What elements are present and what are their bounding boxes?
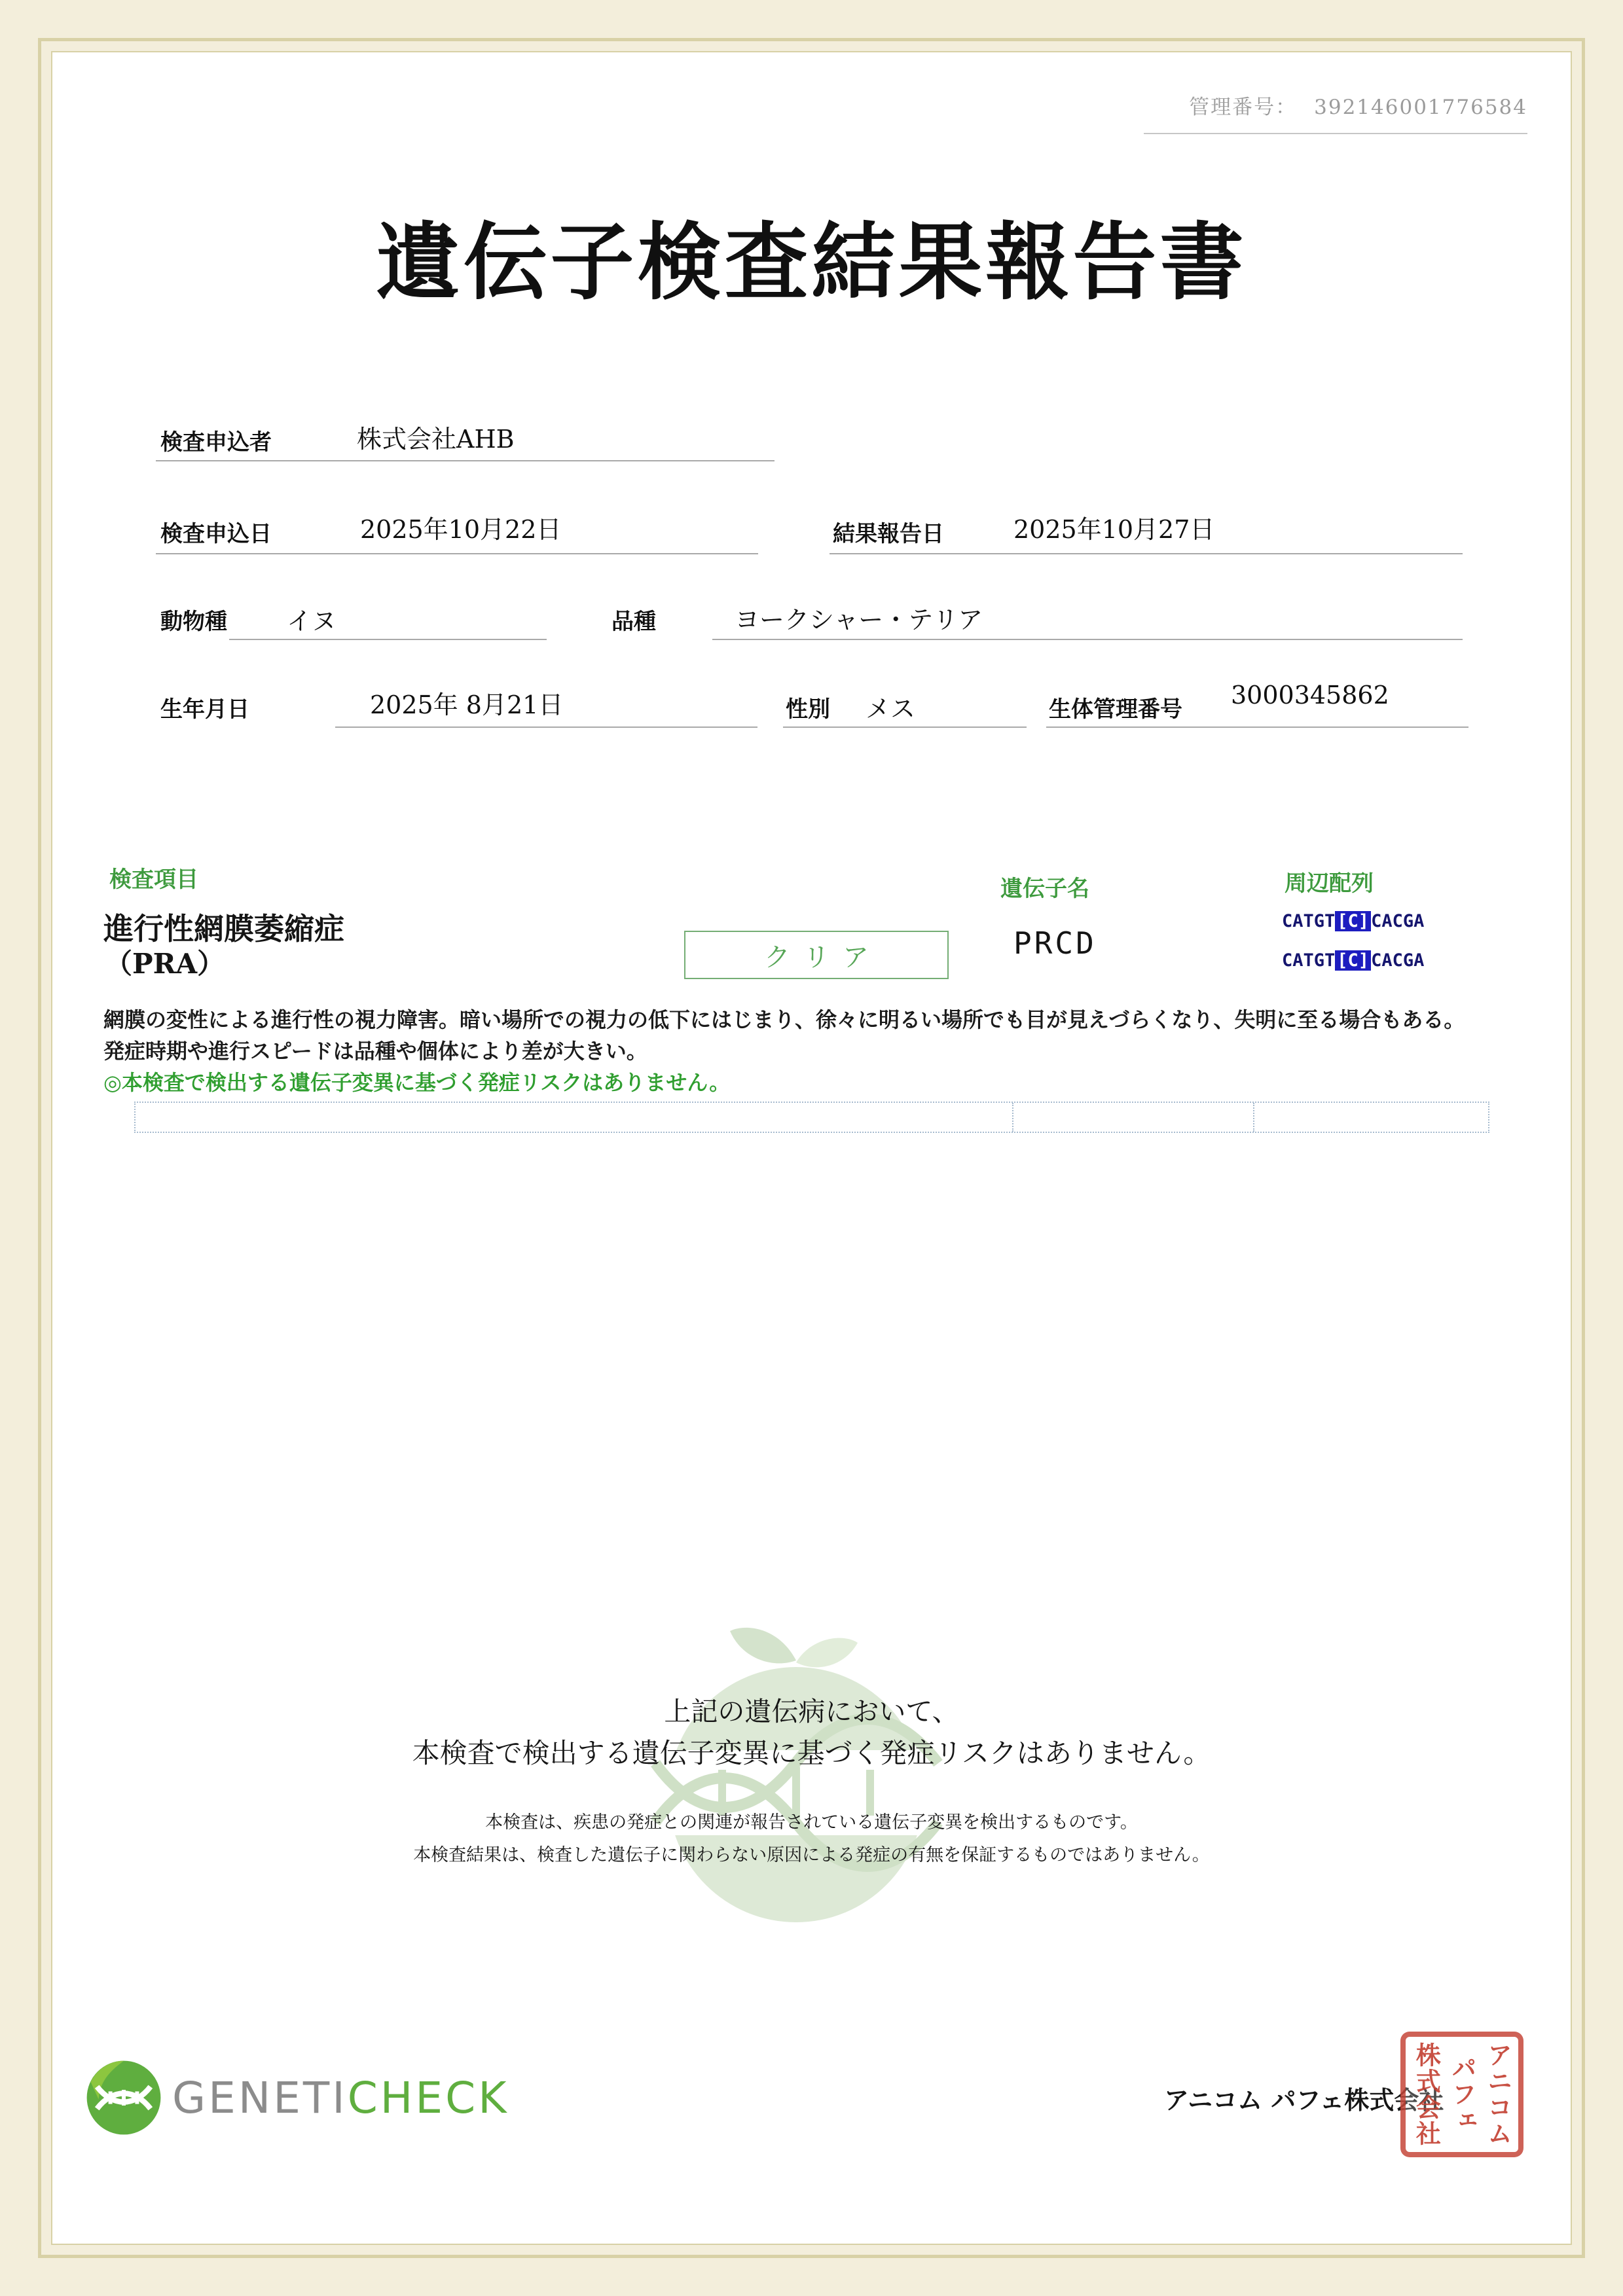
logo-text-geneti: GENETI <box>172 2072 348 2123</box>
dotted-divider <box>1253 1103 1254 1132</box>
sequence-suffix: CACGA <box>1371 950 1425 971</box>
seal-column: アニコム <box>1483 2042 1513 2147</box>
geneticheck-logo-text <box>172 2073 509 2123</box>
animal-id-label: 生体管理番号 <box>1049 696 1182 723</box>
company-seal <box>1400 2032 1523 2157</box>
sequence-prefix: CATGT <box>1282 911 1336 931</box>
summary-line-1: 上記の遺伝病において、 <box>664 1696 959 1727</box>
geneticheck-logo-icon <box>84 2058 163 2137</box>
sequence-header: 周辺配列 <box>1285 870 1374 897</box>
gene-name-header: 遺伝子名 <box>1000 876 1089 902</box>
species-label: 動物種 <box>160 609 227 635</box>
apply-date-value: 2025年10月22日 <box>360 515 562 544</box>
dotted-box <box>134 1102 1489 1133</box>
birth-date-label: 生年月日 <box>160 696 249 723</box>
company-name: アニコム パフェ株式会社 <box>1164 2085 1444 2115</box>
sequence-suffix: CACGA <box>1371 911 1425 931</box>
sex-label: 性別 <box>786 696 830 723</box>
sequence-prefix: CATGT <box>1282 950 1336 971</box>
breed-underline <box>712 639 1463 640</box>
result-value: クリア <box>764 942 882 973</box>
species-value: イヌ <box>287 607 337 636</box>
applicant-value: 株式会社AHB <box>357 425 515 454</box>
result-box <box>684 931 949 979</box>
summary-note-2: 本検査結果は、検査した遺伝子に関わらない原因による発症の有無を保証するものではありません。 <box>413 1845 1210 1865</box>
sequence-row <box>1282 911 1424 931</box>
applicant-underline <box>156 460 775 461</box>
sex-underline <box>783 726 1027 728</box>
test-item-header: 検査項目 <box>109 867 198 893</box>
birth-date-underline <box>335 726 757 728</box>
breed-label: 品種 <box>611 609 656 635</box>
apply-date-label: 検査申込日 <box>160 521 272 547</box>
sequence-row <box>1282 950 1424 971</box>
report-date-label: 結果報告日 <box>833 521 944 547</box>
report-date-underline <box>830 553 1463 554</box>
seal-column: パフェ <box>1447 2055 1477 2134</box>
summary-line-2: 本検査で検出する遺伝子変異に基づく発症リスクはありません。 <box>412 1737 1211 1769</box>
geneticheck-logo <box>84 2058 509 2138</box>
management-number <box>1144 90 1527 134</box>
dotted-divider <box>1012 1103 1013 1132</box>
species-underline <box>229 639 547 640</box>
management-number-label: 管理番号： <box>1189 96 1298 119</box>
applicant-label: 検査申込者 <box>160 429 272 456</box>
breed-value: ヨークシャー・テリア <box>735 605 983 634</box>
management-number-value: 392146001776584 <box>1314 96 1527 119</box>
risk-note: ◎本検査で検出する遺伝子変異に基づく発症リスクはありません。 <box>103 1070 731 1095</box>
disease-description <box>103 1004 1531 1098</box>
report-date-value: 2025年10月27日 <box>1013 515 1215 544</box>
seal-column: 株式会社 <box>1412 2042 1442 2147</box>
report-title: 遺伝子検査結果報告書 <box>376 213 1247 312</box>
description-line-2: 発症時期や進行スピードは品種や個体により差が大きい。 <box>103 1039 647 1064</box>
animal-id-value: 3000345862 <box>1231 681 1389 709</box>
sequence-variant: [C] <box>1335 911 1371 931</box>
summary-note-1: 本検査は、疾患の発症との関連が報告されている遺伝子変異を検出するものです。 <box>485 1812 1138 1833</box>
animal-id-underline <box>1046 726 1468 728</box>
disease-name: 進行性網膜萎縮症 <box>103 911 344 946</box>
description-line-1: 網膜の変性による進行性の視力障害。暗い場所での視力の低下にはじまり、徐々に明るい場所でも目が見えづらくなり、失明に至る場合もある。 <box>103 1007 1465 1032</box>
birth-date-value: 2025年 8月21日 <box>370 691 564 719</box>
apply-date-underline <box>156 553 758 554</box>
sex-value: メス <box>866 694 916 723</box>
gene-name-value: PRCD <box>1013 925 1097 961</box>
disease-abbreviation: （PRA） <box>105 948 225 980</box>
logo-text-check: CHECK <box>347 2072 509 2123</box>
geneticheck-watermark-icon <box>645 1611 947 1939</box>
sequence-variant: [C] <box>1335 950 1371 971</box>
